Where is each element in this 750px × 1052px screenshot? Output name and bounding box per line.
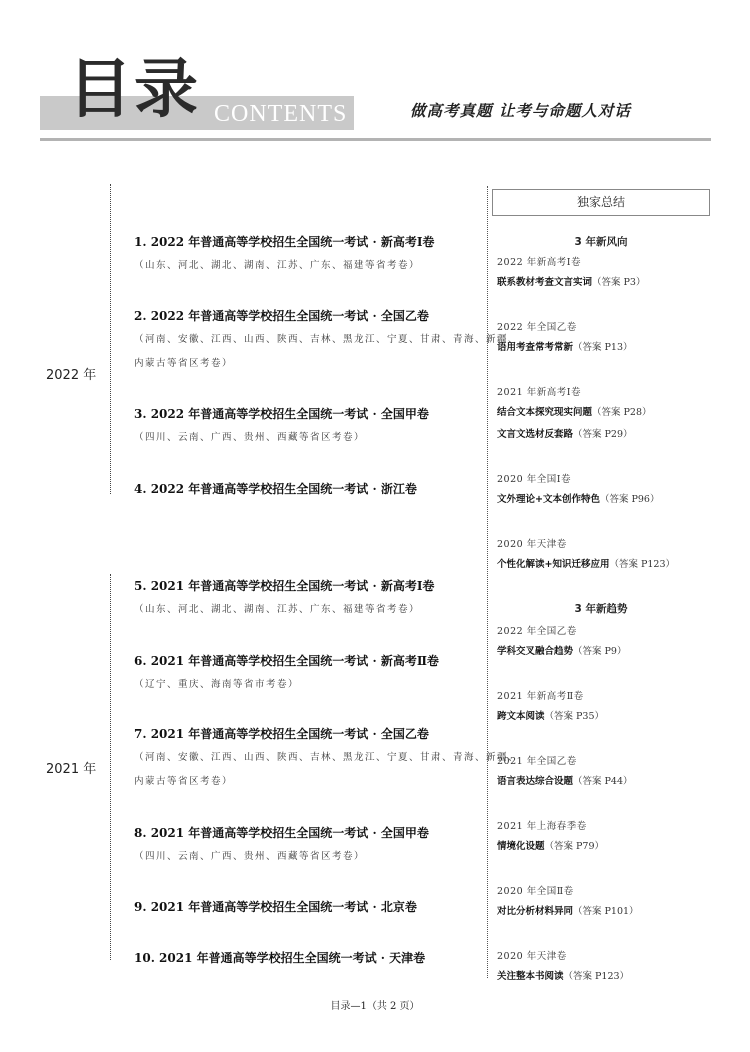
answer-page: （答案 P79） bbox=[544, 841, 605, 852]
summary-topic[interactable]: 联系教材考查文言实词（答案 P3） bbox=[497, 277, 646, 288]
summary-source: 2022 年全国乙卷 bbox=[497, 626, 577, 637]
answer-page: （答案 P35） bbox=[544, 711, 605, 722]
answer-page: （答案 P28） bbox=[592, 407, 652, 418]
summary-source: 2021 年新高考Ⅰ卷 bbox=[497, 387, 581, 398]
summary-item[interactable] bbox=[497, 885, 711, 919]
entry-title[interactable]: 4. 2022 年普通高等学校招生全国统一考试 · 浙江卷 bbox=[134, 482, 417, 496]
summary-source: 2020 年天津卷 bbox=[497, 539, 567, 550]
toc-entry[interactable] bbox=[134, 950, 474, 966]
entry-title[interactable]: 5. 2021 年普通高等学校招生全国统一考试 · 新高考Ⅰ卷 bbox=[134, 579, 435, 593]
entry-provinces: （山东、河北、湖北、湖南、江苏、广东、福建等省考卷） bbox=[134, 260, 421, 271]
summary-topic[interactable]: 学科交叉融合趋势（答案 P9） bbox=[497, 646, 627, 657]
answer-page: （答案 P13） bbox=[573, 342, 633, 353]
summary-source: 2020 年天津卷 bbox=[497, 951, 567, 962]
summary-item[interactable] bbox=[497, 256, 711, 290]
answer-page: （答案 P101） bbox=[573, 906, 639, 917]
entry-provinces: （河南、安徽、江西、山西、陕西、吉林、黑龙江、宁夏、甘肃、青海、新疆、 内蒙古等省区考卷） bbox=[134, 334, 520, 369]
summary-source: 2021 年新高考Ⅱ卷 bbox=[497, 691, 584, 702]
summary-topic[interactable]: 文言文选材反套路（答案 P29） bbox=[497, 429, 633, 440]
header-tagline: 做高考真题 让考与命题人对话 bbox=[410, 101, 631, 120]
summary-source: 2022 年新高考Ⅰ卷 bbox=[497, 257, 581, 268]
summary-item[interactable] bbox=[497, 625, 711, 659]
summary-source: 2020 年全国Ⅱ卷 bbox=[497, 886, 574, 897]
summary-source: 2021 年全国乙卷 bbox=[497, 756, 577, 767]
summary-topic[interactable]: 关注整本书阅读（答案 P123） bbox=[497, 971, 630, 982]
answer-page: （答案 P29） bbox=[573, 429, 633, 440]
answer-page: （答案 P44） bbox=[573, 776, 633, 787]
summary-item[interactable] bbox=[497, 690, 711, 724]
summary-topic[interactable]: 语言表达综合设题（答案 P44） bbox=[497, 776, 633, 787]
entry-title[interactable]: 7. 2021 年普通高等学校招生全国统一考试 · 全国乙卷 bbox=[134, 727, 429, 741]
summary-item[interactable] bbox=[497, 755, 711, 789]
summary-source: 2022 年全国乙卷 bbox=[497, 322, 577, 333]
entry-title[interactable]: 8. 2021 年普通高等学校招生全国统一考试 · 全国甲卷 bbox=[134, 826, 429, 840]
summary-item[interactable] bbox=[497, 538, 711, 572]
summary-item[interactable] bbox=[497, 321, 711, 355]
year-label-2022: 2022 年 bbox=[46, 368, 97, 383]
column-divider bbox=[487, 186, 488, 978]
summary-source: 2021 年上海春季卷 bbox=[497, 821, 587, 832]
toc-entry[interactable] bbox=[134, 308, 520, 376]
contents-label: CONTENTS bbox=[214, 101, 348, 127]
summary-item[interactable] bbox=[497, 950, 711, 984]
entry-provinces: （辽宁、重庆、海南等省市考卷） bbox=[134, 679, 300, 690]
entry-provinces: （四川、云南、广西、贵州、西藏等省区考卷） bbox=[134, 851, 366, 862]
entry-title[interactable]: 1. 2022 年普通高等学校招生全国统一考试 · 新高考Ⅰ卷 bbox=[134, 235, 435, 249]
year-2022-bracket bbox=[110, 184, 111, 494]
section-heading: 3 年新趋势 bbox=[574, 603, 628, 615]
entry-title[interactable]: 10. 2021 年普通高等学校招生全国统一考试 · 天津卷 bbox=[134, 951, 426, 965]
toc-entry[interactable] bbox=[134, 234, 474, 278]
summary-source: 2020 年全国Ⅰ卷 bbox=[497, 474, 571, 485]
entry-title[interactable]: 2. 2022 年普通高等学校招生全国统一考试 · 全国乙卷 bbox=[134, 309, 429, 323]
answer-page: （答案 P3） bbox=[592, 277, 646, 288]
toc-entry[interactable] bbox=[134, 825, 474, 869]
exclusive-summary-box: 独家总结 bbox=[492, 189, 710, 216]
summary-item[interactable] bbox=[497, 386, 711, 442]
answer-page: （答案 P96） bbox=[599, 494, 660, 505]
page-footer: 目录—1（共 2 页） bbox=[330, 1001, 420, 1012]
answer-page: （答案 P123） bbox=[563, 971, 630, 982]
summary-topic[interactable]: 情境化设题（答案 P79） bbox=[497, 841, 605, 852]
entry-title[interactable]: 6. 2021 年普通高等学校招生全国统一考试 · 新高考Ⅱ卷 bbox=[134, 654, 439, 668]
entry-provinces: （山东、河北、湖北、湖南、江苏、广东、福建等省考卷） bbox=[134, 604, 421, 615]
toc-entry[interactable] bbox=[134, 899, 474, 915]
summary-topic[interactable]: 文外理论+文本创作特色（答案 P96） bbox=[497, 494, 660, 505]
toc-entry[interactable] bbox=[134, 481, 474, 497]
entry-title[interactable]: 9. 2021 年普通高等学校招生全国统一考试 · 北京卷 bbox=[134, 900, 417, 914]
year-2021-bracket bbox=[110, 574, 111, 960]
entry-provinces: （四川、云南、广西、贵州、西藏等省区考卷） bbox=[134, 432, 366, 443]
summary-topic[interactable]: 跨文本阅读（答案 P35） bbox=[497, 711, 605, 722]
summary-topic[interactable]: 个性化解读+知识迁移应用（答案 P123） bbox=[497, 559, 676, 570]
page-title: 目录 bbox=[68, 53, 200, 127]
header-rule bbox=[40, 138, 711, 141]
toc-entry[interactable] bbox=[134, 406, 474, 450]
summary-topic[interactable]: 语用考查常考常新（答案 P13） bbox=[497, 342, 633, 353]
summary-item[interactable] bbox=[497, 820, 711, 854]
summary-topic[interactable]: 对比分析材料异同（答案 P101） bbox=[497, 906, 639, 917]
entry-provinces: （河南、安徽、江西、山西、陕西、吉林、黑龙江、宁夏、甘肃、青海、新疆、 内蒙古等省区考卷） bbox=[134, 752, 520, 787]
summary-topic[interactable]: 结合文本探究现实问题（答案 P28） bbox=[497, 407, 652, 418]
toc-entry[interactable] bbox=[134, 726, 520, 794]
summary-item[interactable] bbox=[497, 473, 711, 507]
year-label-2021: 2021 年 bbox=[46, 762, 97, 777]
section-heading: 3 年新风向 bbox=[574, 236, 628, 248]
toc-entry[interactable] bbox=[134, 578, 474, 622]
answer-page: （答案 P9） bbox=[573, 646, 627, 657]
entry-title[interactable]: 3. 2022 年普通高等学校招生全国统一考试 · 全国甲卷 bbox=[134, 407, 429, 421]
toc-entry[interactable] bbox=[134, 653, 474, 697]
answer-page: （答案 P123） bbox=[609, 559, 676, 570]
